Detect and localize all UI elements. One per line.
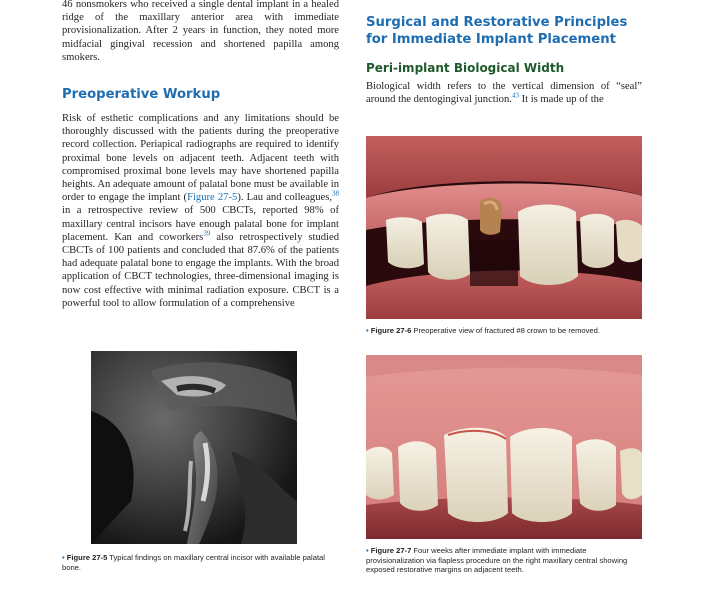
figure-27-5-link[interactable]: Figure 27-5 — [187, 192, 238, 204]
biological-width-subheading: Peri-implant Biological Width — [366, 61, 565, 75]
figure-27-5-caption: • Figure 27-5 Typical findings on maxillary central incisor with available palatal bone. — [62, 553, 325, 572]
figure-27-7-label: Figure 27-7 — [370, 546, 412, 555]
reference-38[interactable]: 38 — [332, 189, 340, 198]
preop-paragraph: Risk of esthetic complications and any limitations should be thoroughly discussed with the patients during the preoperative record collection. Periapical radiographs are required to identify proximal bone levels on adjacent teeth. Adjacent teeth with compromised proximal bone levels may have shortened papilla heights. An adequate amount of palatal bone must be available in order to engage the implant (Figure 27-5). Lau and colleagues,$^{38}$ in a retrospective review of 500 CBCTs, reported 98% of maxillary central incisors have enough palatal bone for implant placement. Kan and coworkers$^{39}$ also retrospectively studied CBCTs of 100 patients and concluded that 87.6% of the patients had adequate palatal bone to engage the implants. With the broad application of CBCT technologies, three-dimensional imaging is now cost effective with minimal radiation exposure. CBCT is a powerful tool to allow formulation of a comprehensive — [62, 113, 340, 309]
reference-39[interactable]: 39 — [203, 229, 211, 238]
figure-27-6-label: Figure 27-6 — [370, 326, 412, 335]
section-heading: Surgical and Restorative Principles for Immediate Implant Placement — [366, 15, 628, 47]
figure-27-5-label: Figure 27-5 — [66, 553, 108, 562]
figure-27-7-photo — [366, 355, 642, 539]
heading-rule — [62, 78, 339, 79]
caption-bullet: • — [366, 326, 369, 335]
figure-27-6-photo — [366, 136, 642, 319]
caption-bullet: • — [366, 546, 369, 555]
biological-width-paragraph: Biological width refers to the vertical dimension of “seal” around the dentogingival junction.$^{43}$ It is made up of the — [366, 81, 642, 106]
figure-27-6-caption: • Figure 27-6 Preoperative view of fractured #8 crown to be removed. — [366, 326, 600, 335]
figure-27-5-cbct-image — [91, 351, 297, 544]
preop-heading: Preoperative Workup — [62, 87, 221, 102]
figure-27-7-caption: • Figure 27-7 Four weeks after immediate implant with immediate provisionalization via flapless procedure on the right maxillary central showing exposed restorative margins on adjacent teeth. — [366, 546, 628, 575]
caption-bullet: • — [62, 553, 65, 562]
intro-paragraph: 46 nonsmokers who received a single dental implant in a healed ridge of the maxillary anterior area with immediate provisionalization. After 2 years in function, they noted more midfacial gingival recession and shortened papilla among smokers. — [62, 0, 339, 63]
reference-43[interactable]: 43 — [511, 91, 519, 100]
